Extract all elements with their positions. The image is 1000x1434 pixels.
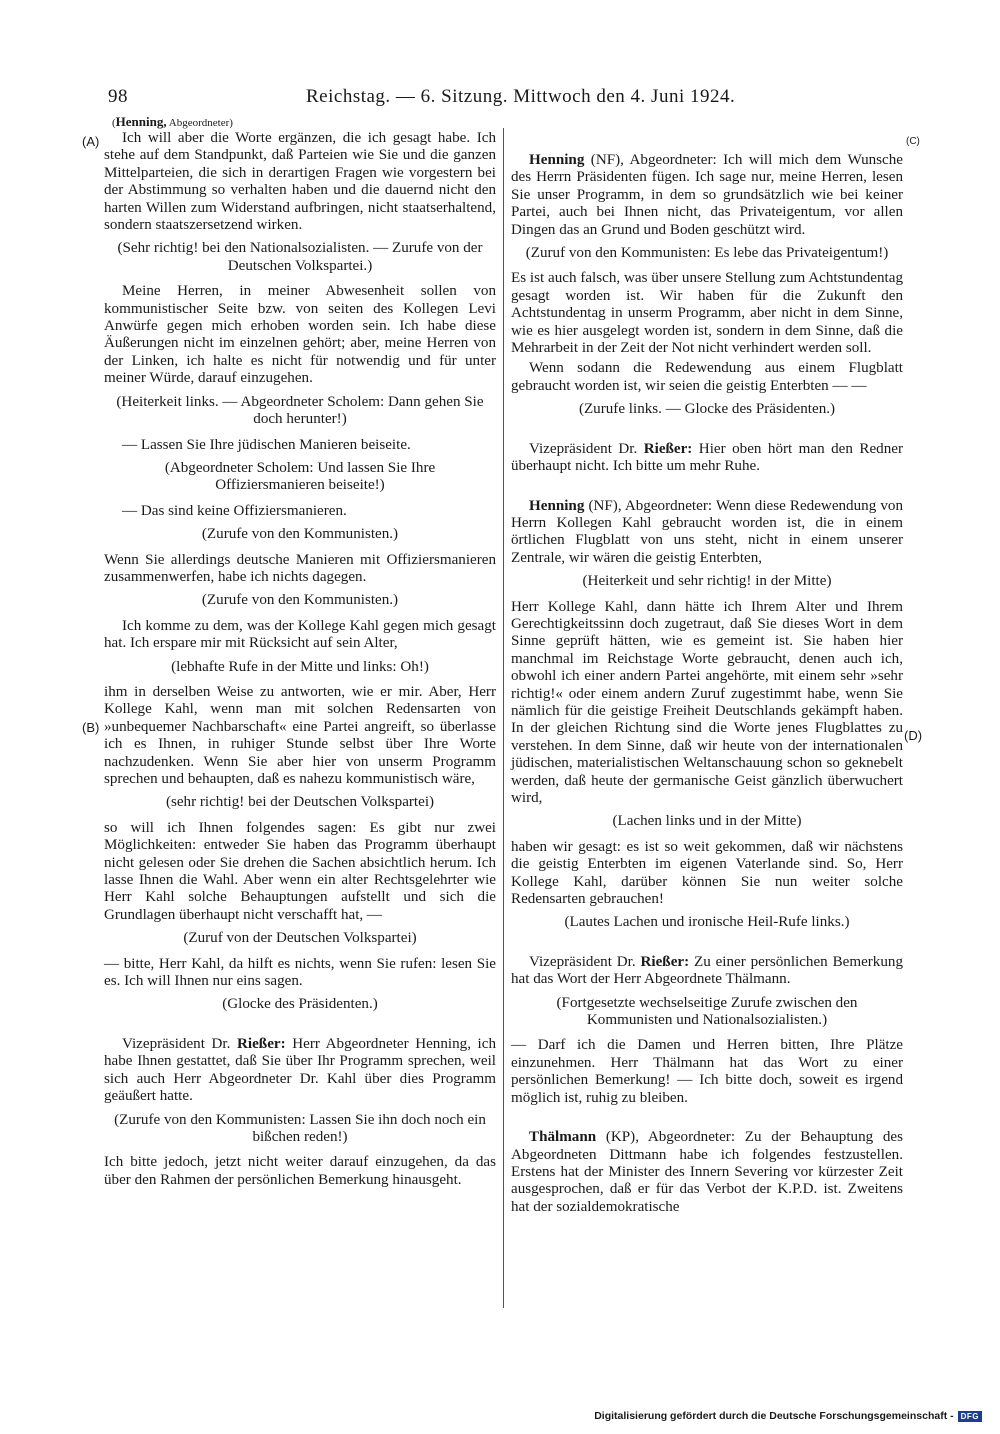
running-head: Reichstag. — 6. Sitzung. Mittwoch den 4. Juni 1924.: [306, 86, 736, 107]
speaker-paragraph: [511, 1129, 903, 1216]
speaker-name: Henning: [529, 497, 585, 514]
speech-text: (NF), Abgeordneter: Ich will mich dem Wunsche des Herrn Präsidenten fügen. Ich sage nur, meine Herren, lesen Sie unser Programm, in dem so grundsätzlich wie bei keiner Partei, auch bei Ihnen nicht, das Privateigentum, vor allen Dingen das an Grund und Boden geschützt wird.: [511, 152, 903, 238]
paragraph: haben wir gesagt: es ist so weit gekommen, daß wir nächstens die geistig Enterbten im eigenen Vaterlande sind. So, Herr Kollege Kahl, darüber können Sie nun weiter solche Redensarten gebrauchen!: [511, 838, 903, 908]
interjection: (Sehr richtig! bei den Nationalsozialisten. — Zurufe von der Deutschen Volkspartei.): [117, 240, 483, 274]
margin-mark-d: (D): [904, 728, 923, 743]
interjection: (Zurufe links. — Glocke des Präsidenten.): [578, 401, 836, 418]
speech-text: (NF), Abgeordneter: Wenn diese Redewendung von Herrn Kollegen Kahl gebraucht worden ist, die in einem örtlichen Flugblatt von uns steht, nicht in einem unserer Zentrale, wir wären die geistig Enterbten,: [511, 497, 903, 566]
speech-text: Hier oben hört man den Redner überhaupt nicht. Ich bitte um mehr Ruhe.: [511, 440, 903, 475]
interjection: (Heiterkeit und sehr richtig! in der Mitte): [582, 573, 832, 590]
speaker-title: Vizepräsident Dr.: [529, 953, 636, 970]
paragraph: — Das sind keine Offiziersmanieren.: [122, 502, 347, 519]
speaker-name: Rießer:: [640, 953, 690, 970]
interjection: (lebhafte Rufe in der Mitte und links: Oh!): [171, 658, 429, 675]
interjection: (Heiterkeit links. — Abgeordneter Scholem: Dann gehen Sie doch herunter!): [116, 393, 484, 428]
speaker-name: Rießer:: [643, 440, 693, 457]
footer: [594, 1410, 982, 1422]
paragraph: Wenn Sie allerdings deutsche Manieren mit Offiziersmanieren zusammenwerfen, habe ich nichts dagegen.: [104, 551, 496, 585]
speaker-name: Rießer:: [237, 1035, 286, 1052]
paragraph: Wenn sodann die Redewendung aus einem Flugblatt gebraucht worden ist, wir seien die geistig Enterbten — —: [511, 360, 903, 394]
continued-speaker-name: Henning,: [115, 114, 167, 129]
continued-speaker-role: Abgeordneter: [168, 117, 230, 129]
interjection: (Zurufe von den Kommunisten: Lassen Sie ihn doch noch ein bißchen reden!): [114, 1111, 486, 1145]
paragraph: Ich will aber die Worte ergänzen, die ich gesagt habe. Ich stehe auf dem Standpunkt, daß Parteien wie Sie und die ganzen Mittelparteien, die sich in derartigen Fragen wie vorgestern bei der Abstimmung so verhalten haben und die dauernd nicht den harten Willen zum Widerstand aufbringen, nicht staatserhaltend, sondern staatszersetzend wirken.: [104, 130, 496, 234]
paragraph: Ich bitte jedoch, jetzt nicht weiter darauf einzugehen, da das über den Rahmen der persönlichen Bemerkung hinausgeht.: [104, 1154, 496, 1188]
paragraph: — Lassen Sie Ihre jüdischen Manieren beiseite.: [122, 436, 411, 453]
dfg-logo: DFG: [958, 1411, 982, 1422]
speech-text: (KP), Abgeordneter: Zu der Behauptung des Abgeordneten Dittmann habe ich folgendes festzustellen. Erstens hat der Minister des Innern Severing vor kürzester Zeit ausgesprochen, daß er für das Verbot der K.P.D. ist. Zweitens hat der sozialdemokratische: [511, 1129, 903, 1215]
margin-mark-b: (B): [82, 720, 100, 735]
speech-text: Herr Abgeordneter Henning, ich habe Ihnen gestattet, daß Sie über Ihr Programm sprechen, weil sich auch Herr Abgeordneter Dr. Kahl über dies Programm geäußert hatte.: [104, 1035, 497, 1105]
speaker-paragraph: [511, 441, 903, 476]
paragraph: ihm in derselben Weise zu antworten, wie er mir. Aber, Herr Kollege Kahl, wenn man mit solchen Redensarten von »unbequemer Nachbarschaft« eine Partei angreift, so überlasse ich es Ihnen, in ruhiger Stunde selbst über Ihre Worte nachzudenken. Wenn Sie aber hier von unserm Programm sprechen und behaupten, daß es nahezu kommunistisch wäre,: [104, 683, 496, 787]
speaker-paragraph: [511, 498, 903, 568]
speaker-paragraph: [104, 1036, 496, 1106]
paragraph: so will ich Ihnen folgendes sagen: Es gibt nur zwei Möglichkeiten: entweder Sie haben das Programm überhaupt nicht gelesen oder Sie drehen die Sachen absichtlich herum. Ich lasse Ihnen die Wahl. Aber wenn ein alter Rechtsgelehrter wie Herr Kahl solche Behauptungen aufstellt und sich die Grundlagen überhaupt nicht verschafft hat, —: [104, 819, 496, 923]
paragraph: Meine Herren, in meiner Abwesenheit sollen von kommunistischer Seite bzw. von seiten des Kollegen Levi Anwürfe gegen mich erhoben worden sein. Ich habe diese Äußerungen nicht im einzelnen gehört; aber, meine Herren von der Linken, ich halte es nicht für notwendig und für unter meiner Würde, darauf einzugehen.: [104, 283, 496, 387]
speaker-name: Henning: [529, 152, 585, 168]
left-column: [104, 130, 496, 1192]
footer-credit: Digitalisierung gefördert durch die Deutsche Forschungsgemeinschaft -: [594, 1410, 954, 1422]
interjection: (Glocke des Präsidenten.): [222, 996, 378, 1013]
interjection: (Lautes Lachen und ironische Heil-Rufe links.): [564, 914, 850, 931]
interjection: (Fortgesetzte wechselseitige Zurufe zwischen den Kommunisten und Nationalsozialisten.): [556, 994, 858, 1029]
column-divider: [503, 128, 504, 1308]
interjection: (Lachen links und in der Mitte): [612, 813, 802, 830]
interjection: (Zuruf von der Deutschen Volkspartei): [183, 930, 417, 947]
page-number: 98: [108, 86, 128, 107]
paragraph: — bitte, Herr Kahl, da hilft es nichts, wenn Sie rufen: lesen Sie es. Ich will Ihnen nur eins sagen.: [104, 955, 496, 990]
interjection: (Zuruf von den Kommunisten: Es lebe das Privateigentum!): [525, 245, 889, 262]
speaker-paragraph: [511, 152, 903, 239]
speaker-title: Vizepräsident Dr.: [122, 1035, 231, 1052]
continued-speaker: (Henning, Abgeordneter): [112, 114, 233, 129]
margin-mark-c: (C): [906, 136, 920, 147]
speaker-paragraph: [511, 954, 903, 989]
interjection: (Zurufe von den Kommunisten.): [201, 592, 399, 609]
speech-text: Zu einer persönlichen Bemerkung hat das Wort der Herr Abgeordnete Thälmann.: [511, 953, 903, 988]
speaker-title: Vizepräsident Dr.: [529, 440, 638, 457]
interjection: (Abgeordneter Scholem: Und lassen Sie Ihre Offiziersmanieren beiseite!): [164, 459, 436, 494]
paragraph: Herr Kollege Kahl, dann hätte ich Ihrem Alter und Ihrem Gerechtigkeitssinn doch zugetraut, daß Sie dieses Wort in dem Sinne geprüft hätten, wie es gemeint ist. Sie haben hier manchmal im Reichstage Worte gebraucht, denen auch ich, obwohl ich einer andern Partei angehörte, mit einem sehr »sehr richtig!« oder einem andern Zuruf zugestimmt habe, wenn Sie nämlich für die geistige Freiheit Deutschlands gekämpft haben. In der gleichen Richtung sind die Worte jenes Flugblattes zu verstehen. In dem Sinne, daß wir heute von der internationalen jüdischen, materialistischen Weltanschauung schon so geknebelt werden, daß heute der germanische Geist gänzlich überwuchert wird,: [511, 598, 903, 806]
paragraph: Ich komme zu dem, was der Kollege Kahl gegen mich gesagt hat. Ich erspare mir mit Rücksicht auf sein Alter,: [104, 617, 496, 652]
page-header: [106, 86, 896, 114]
margin-mark-a: (A): [82, 134, 100, 149]
interjection: (Zurufe von den Kommunisten.): [201, 526, 399, 543]
paragraph: Es ist auch falsch, was über unsere Stellung zum Achtstundentag gesagt worden ist. Wir haben für die Zukunft den Achtstundentag in unserm Programm, aber nicht in dem Sinne, wie es hier ausgelegt worden ist, sondern in dem Sinne, daß die Mehrarbeit in der Zeit der Not nicht verhindert werden soll.: [511, 270, 903, 357]
paragraph: — Darf ich die Damen und Herren bitten, Ihre Plätze einzunehmen. Herr Thälmann hat das Wort zu einer persönlichen Bemerkung! — Ich bitte doch, soweit es irgend möglich ist, ruhig zu bleiben.: [511, 1037, 903, 1106]
interjection: (sehr richtig! bei der Deutschen Volkspartei): [165, 794, 435, 811]
speaker-name: Thälmann: [529, 1129, 597, 1146]
right-column: [511, 130, 903, 1219]
